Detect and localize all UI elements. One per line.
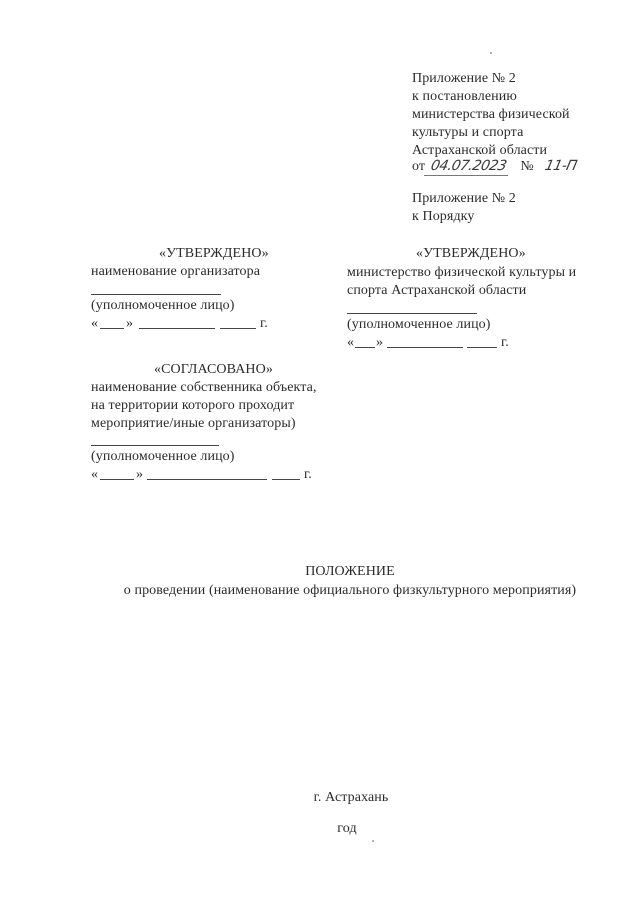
approved-right-signature-line [347, 313, 477, 314]
approved-left-org-label: наименование организатора [91, 264, 261, 279]
approved-right-date-close: » [376, 335, 384, 350]
approved-right-year-line [467, 347, 497, 348]
date-prefix: от [412, 159, 426, 174]
date-underline [424, 175, 508, 176]
approved-left-title: «УТВЕРЖДЕНО» [159, 246, 269, 261]
approved-right-org-line-2: спорта Астраханской области [347, 283, 527, 298]
approved-right-year-suffix: г. [501, 335, 509, 350]
approved-right-date-open: « [347, 335, 355, 350]
appendix-line-1: Приложение № 2 [412, 71, 516, 86]
approved-left-date-close: » [126, 316, 134, 331]
agreed-line-2: на территории которого проходит [91, 398, 295, 413]
agreed-day-line [100, 479, 134, 480]
handwritten-date: 04.07.2023 [429, 158, 508, 174]
approved-right-org-line-1: министерство физической культуры и [347, 265, 577, 280]
approved-left-month-line [139, 328, 215, 329]
approved-right-person-label: (уполномоченное лицо) [347, 317, 491, 332]
approved-left-day-line [100, 328, 124, 329]
approved-left-person-label: (уполномоченное лицо) [91, 298, 235, 313]
handwritten-number: 11-П [543, 158, 579, 174]
appendix2-line-2: к Порядку [412, 209, 475, 224]
appendix-line-2: к постановлению [412, 89, 517, 104]
appendix2-line-1: Приложение № 2 [412, 191, 516, 206]
scan-speck [372, 840, 374, 842]
approved-right-month-line [387, 347, 463, 348]
footer-city: г. Астрахань [313, 790, 389, 805]
approved-left-year-line [220, 328, 256, 329]
document-heading: ПОЛОЖЕНИЕ [305, 564, 395, 579]
agreed-person-label: (уполномоченное лицо) [91, 449, 235, 464]
approved-left-year-suffix: г. [260, 316, 268, 331]
agreed-line-3: мероприятие/иные организаторы) [91, 416, 296, 431]
appendix-line-3: министерства физической [412, 107, 570, 122]
appendix-date-row [412, 157, 577, 176]
approved-right-title: «УТВЕРЖДЕНО» [416, 246, 526, 261]
footer-year: год [337, 821, 357, 836]
number-sign: № [520, 159, 534, 174]
approved-left-signature-line [91, 294, 221, 295]
appendix-line-5: Астраханской области [412, 143, 548, 158]
approved-right-day-line [355, 347, 375, 348]
scan-speck [490, 52, 492, 54]
agreed-year-suffix: г. [304, 467, 312, 482]
agreed-month-line [147, 479, 267, 480]
agreed-year-line [272, 479, 300, 480]
agreed-date-open: « [91, 467, 99, 482]
appendix-line-4: культуры и спорта [412, 125, 524, 140]
approved-left-date-open: « [91, 316, 99, 331]
agreed-date-close: » [136, 467, 144, 482]
agreed-signature-line [91, 445, 219, 446]
agreed-title: «СОГЛАСОВАНО» [154, 362, 273, 377]
document-subtitle: о проведении (наименование официального физкультурного мероприятия) [123, 583, 577, 598]
agreed-line-1: наименование собственника объекта, [91, 380, 317, 395]
